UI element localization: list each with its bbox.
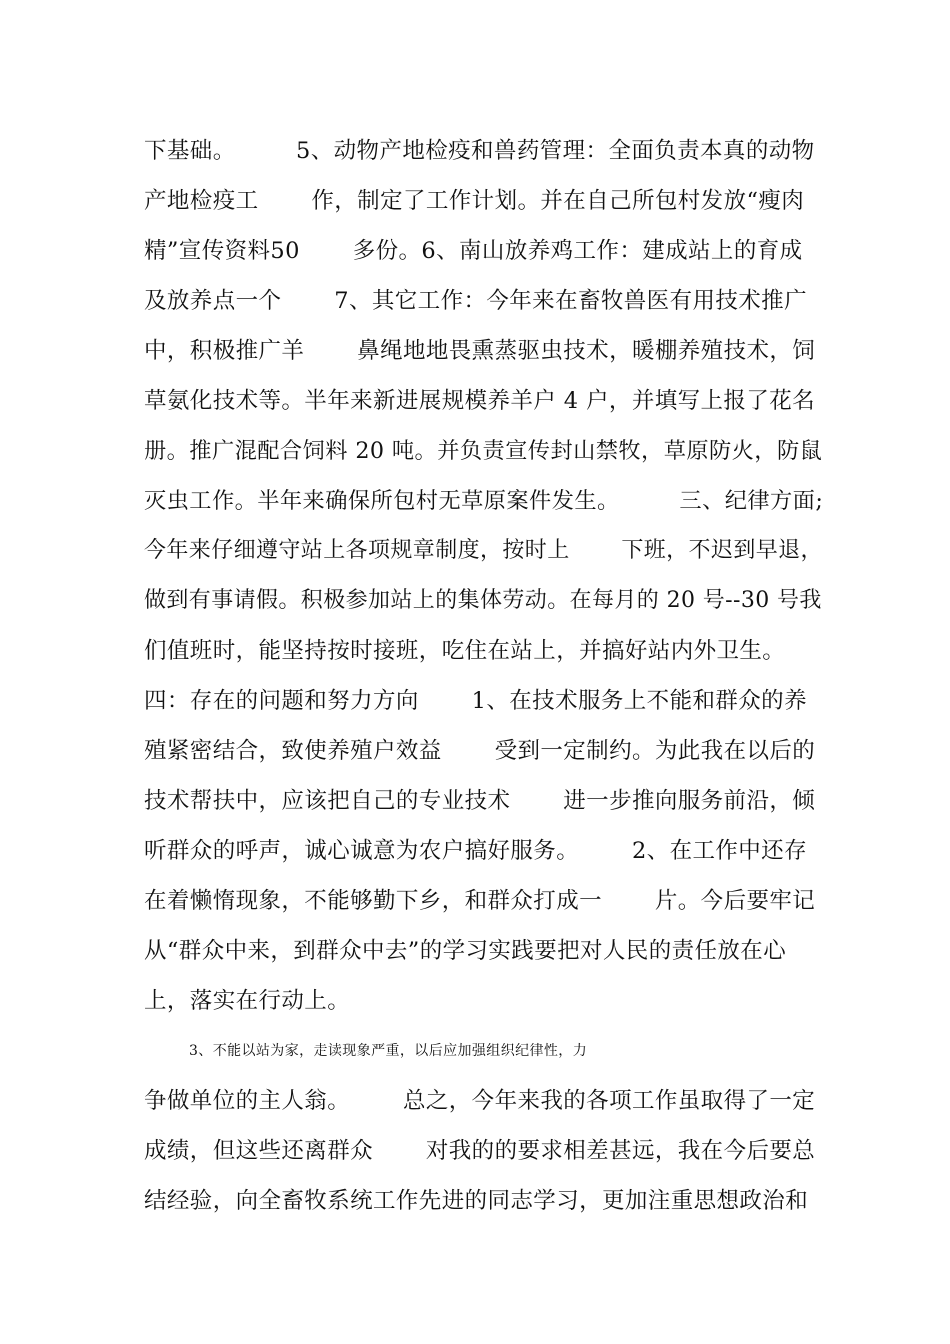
text-line: 在着懒惰现象，不能够勤下乡，和群众打成一 片。今后要牢记 bbox=[144, 888, 816, 914]
text-line: 精”宣传资料50 多份。6、南山放养鸡工作：建成站上的育成 bbox=[144, 238, 803, 264]
text-line: 结经验，向全畜牧系统工作先进的同志学习，更加注重思想政治和 bbox=[144, 1188, 809, 1214]
text-line: 从“群众中来，到群众中去”的学习实践要把对人民的责任放在心 bbox=[144, 938, 787, 964]
text-line: 3、不能以站为家，走读现象严重，以后应加强组织纪律性，力 bbox=[189, 1043, 588, 1059]
text-line: 技术帮扶中，应该把自己的专业技术 进一步推向服务前沿，倾 bbox=[144, 788, 816, 814]
text-line: 册。推广混配合饲料 20 吨。并负责宣传封山禁牧，草原防火，防鼠 bbox=[144, 438, 823, 464]
text-line: 四：存在的问题和努力方向 1、在技术服务上不能和群众的养 bbox=[144, 688, 807, 714]
text-line: 产地检疫工 作，制定了工作计划。并在自己所包村发放“瘦肉 bbox=[144, 188, 805, 214]
text-line: 争做单位的主人翁。 总之，今年来我的各项工作虽取得了一定 bbox=[144, 1088, 816, 1114]
text-line: 及放养点一个 7、其它工作：今年来在畜牧兽医有用技术推广 bbox=[144, 288, 807, 314]
text-line: 灭虫工作。半年来确保所包村无草原案件发生。 三、纪律方面; bbox=[144, 488, 824, 514]
text-line: 殖紧密结合，致使养殖户效益 受到一定制约。为此我在以后的 bbox=[144, 738, 816, 764]
text-line: 听群众的呼声，诚心诚意为农户搞好服务。 2、在工作中还存 bbox=[144, 838, 807, 864]
text-line: 下基础。 5、动物产地检疫和兽药管理：全面负责本真的动物 bbox=[144, 138, 815, 164]
text-line: 中，积极推广羊 鼻绳地地畏熏蒸驱虫技术，暖棚养殖技术，饲 bbox=[144, 338, 816, 364]
text-line: 草氨化技术等。半年来新进展规模养羊户 4 户，并填写上报了花名 bbox=[144, 388, 816, 414]
text-line: 成绩，但这些还离群众 对我的的要求相差甚远，我在今后要总 bbox=[144, 1138, 816, 1164]
text-line: 今年来仔细遵守站上各项规章制度，按时上 下班，不迟到早退， bbox=[144, 538, 823, 563]
text-line: 们值班时，能坚持按时接班，吃住在站上，并搞好站内外卫生。 bbox=[144, 638, 786, 664]
text-line: 做到有事请假。积极参加站上的集体劳动。在每月的 20 号--30 号我 bbox=[144, 588, 822, 613]
text-line: 上，落实在行动上。 bbox=[144, 988, 351, 1014]
